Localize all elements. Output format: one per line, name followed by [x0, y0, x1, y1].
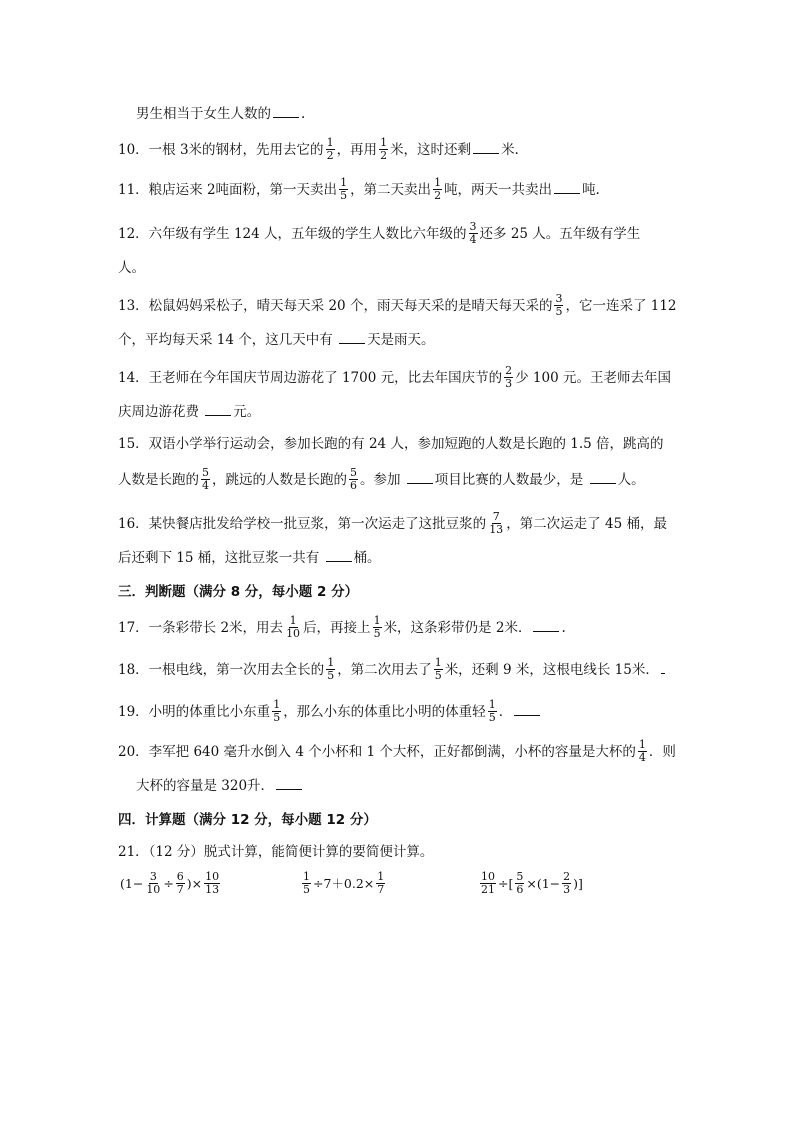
numerator: 6	[176, 870, 184, 883]
text: 少 100 元。王老师去年国	[515, 370, 671, 386]
answer-blank[interactable]	[590, 470, 616, 484]
operator: ÷[	[498, 876, 514, 891]
question-11	[118, 178, 600, 203]
fraction	[373, 615, 382, 640]
numerator: 1	[327, 656, 335, 669]
denominator: 4	[202, 479, 209, 492]
calculation-expression-2	[300, 872, 387, 897]
section-heading-judgement: 三．判断题（满分 8 分，每小题 2 分）	[118, 584, 359, 600]
numerator: 1	[380, 136, 388, 149]
fraction	[515, 871, 524, 896]
numerator: 10	[481, 870, 495, 883]
text: 元。	[233, 404, 261, 420]
answer-blank[interactable]	[339, 330, 365, 344]
text: 18．一根电线，第一次用去全长的	[118, 662, 325, 678]
numerator: 10	[205, 870, 220, 883]
question-13-continued	[118, 330, 435, 350]
denominator: 2	[380, 149, 388, 162]
denominator: 7	[176, 883, 184, 896]
fraction	[285, 615, 301, 640]
fraction	[349, 467, 358, 492]
text: 大杯的容量是 320升．	[136, 778, 275, 794]
fraction	[504, 365, 513, 390]
numerator: 7	[492, 510, 500, 523]
question-14-continued	[118, 402, 260, 422]
text: )×	[186, 876, 203, 891]
text: 男生相当于女生人数的	[136, 106, 271, 122]
denominator: 3	[563, 883, 571, 896]
text: 天是雨天。	[367, 332, 435, 348]
denominator: 5	[488, 711, 496, 724]
numerator: 1	[377, 870, 385, 883]
text: 米.	[501, 142, 519, 158]
denominator: 13	[489, 523, 504, 536]
fraction	[480, 871, 496, 896]
answer-blank[interactable]	[554, 180, 580, 194]
numerator: 3	[469, 220, 477, 233]
numerator: 1	[289, 614, 297, 627]
numerator: 1	[326, 136, 334, 149]
question-16	[118, 512, 667, 537]
text: 12．六年级有学生 124 人，五年级的学生人数比六年级的	[118, 226, 467, 242]
text: 庆周边游花费	[118, 404, 204, 420]
question-21	[118, 842, 433, 862]
operator: ÷7＋0.2×	[313, 876, 375, 891]
numerator: 1	[434, 176, 442, 189]
denominator: 5	[327, 669, 335, 682]
numerator: 1	[303, 870, 310, 883]
numerator: 5	[350, 466, 357, 479]
question-15	[118, 434, 664, 454]
text: 10．一根 3米的钢材，先用去它的	[118, 142, 324, 158]
fraction	[433, 177, 442, 202]
calculation-expression-3	[478, 872, 583, 897]
numerator: 1	[488, 698, 496, 711]
text: 人数是长跑的	[118, 472, 199, 488]
text: 个，平均每天采 14 个，这几天中有	[118, 332, 338, 348]
denominator: 6	[350, 479, 357, 492]
question-14	[118, 366, 671, 391]
text: 14．王老师在今年国庆节周边游花了 1700 元，比去年国庆节的	[118, 370, 503, 386]
text: 11．粮店运来 2吨面粉，第一天卖出	[118, 182, 338, 198]
fraction	[176, 871, 185, 896]
text: ，跳远的人数是长跑的	[212, 472, 347, 488]
denominator: 5	[303, 883, 310, 896]
fraction	[562, 871, 571, 896]
text: 后还剩下 15 桶，这批豆浆一共有	[118, 550, 324, 566]
text: ，第二天卖出	[350, 182, 432, 198]
answer-blank[interactable]	[273, 104, 299, 118]
numerator: 1	[273, 698, 281, 711]
numerator: 5	[202, 466, 209, 479]
denominator: 4	[469, 233, 477, 246]
text: 米，还剩 9 米，这根电线长 15米．	[444, 662, 659, 678]
question-12-continued	[118, 258, 145, 278]
text: 桶。	[353, 550, 381, 566]
text: 15．双语小学举行运动会，参加长跑的有 24 人，参加短跑的人数是长跑的 1.5 倍，跳高的	[118, 436, 664, 452]
answer-blank[interactable]	[407, 470, 433, 484]
question-9-continued	[136, 104, 305, 124]
text: ，那么小东的体重比小明的体重轻	[283, 704, 486, 720]
text: 16．某快餐店批发给学校一批豆浆，第一次运走了这批豆浆的	[118, 516, 487, 532]
text: ，它一连采了 112	[565, 298, 677, 314]
text: 人。	[118, 260, 145, 276]
denominator: 5	[555, 305, 563, 318]
text: 。参加	[360, 472, 405, 488]
fraction	[488, 511, 504, 536]
answer-blank[interactable]	[276, 776, 302, 790]
question-10	[118, 138, 519, 163]
text: ．则	[648, 744, 676, 760]
numerator: 1	[434, 656, 442, 669]
question-20	[118, 740, 676, 765]
numerator: 1	[340, 176, 348, 189]
question-17	[118, 616, 566, 641]
text: 还多 25 人。五年级有学生	[479, 226, 641, 242]
denominator: 10	[286, 627, 301, 640]
denominator: 13	[205, 883, 220, 896]
denominator: 21	[481, 883, 495, 896]
question-13	[118, 294, 677, 319]
answer-blank[interactable]	[533, 618, 559, 632]
text: ．	[498, 704, 513, 720]
fraction	[488, 699, 497, 724]
text: ，第二次运走了 45 桶，最	[506, 516, 667, 532]
fraction	[554, 293, 563, 318]
fraction	[326, 137, 335, 162]
fraction	[326, 657, 335, 682]
calculation-expression-1	[120, 872, 222, 897]
denominator: 2	[434, 189, 442, 202]
fraction	[376, 871, 385, 896]
text: 吨.	[582, 182, 600, 198]
numerator: 3	[149, 870, 157, 883]
text: ，再用	[336, 142, 378, 158]
text: .	[561, 620, 566, 636]
text: )]	[573, 876, 583, 891]
fraction	[434, 657, 443, 682]
denominator: 5	[434, 669, 442, 682]
text: 人。	[617, 472, 645, 488]
numerator: 1	[373, 614, 381, 627]
fraction	[339, 177, 348, 202]
numerator: 2	[563, 870, 571, 883]
text: 米，这条彩带仍是 2米．	[383, 620, 532, 636]
text: 21．（12 分）脱式计算，能简便计算的要简便计算。	[118, 844, 434, 860]
text: 项目比赛的人数最少，是	[434, 472, 588, 488]
text: 吨，两天一共卖出	[444, 182, 553, 198]
operator: ÷	[163, 876, 174, 891]
answer-blank[interactable]	[326, 548, 352, 562]
answer-blank[interactable]	[661, 660, 665, 674]
denominator: 5	[273, 711, 281, 724]
fraction	[638, 739, 647, 764]
denominator: 5	[340, 189, 348, 202]
text: 20．李军把 640 毫升水倒入 4 个小杯和 1 个大杯，正好都倒满，小杯的容量是大杯的	[118, 744, 636, 760]
operator: ×(1−	[526, 876, 561, 891]
text: 19．小明的体重比小东重	[118, 704, 271, 720]
denominator: 7	[377, 883, 385, 896]
fraction	[379, 137, 388, 162]
fraction	[469, 221, 478, 246]
denominator: 2	[326, 149, 334, 162]
text: 17．一条彩带长 2米，用去	[118, 620, 284, 636]
fraction	[302, 871, 311, 896]
question-20-continued	[136, 776, 304, 796]
text: 后，再接上	[303, 620, 371, 636]
numerator: 3	[555, 292, 563, 305]
denominator: 10	[146, 883, 161, 896]
fraction	[272, 699, 281, 724]
answer-blank[interactable]	[514, 702, 540, 716]
text: (1−	[120, 876, 144, 891]
fraction	[145, 871, 161, 896]
fraction	[201, 467, 210, 492]
question-19	[118, 700, 542, 725]
section-heading-calculation: 四．计算题（满分 12 分，每小题 12 分）	[118, 812, 377, 828]
question-18	[118, 658, 667, 683]
answer-blank[interactable]	[205, 402, 231, 416]
question-15-continued	[118, 468, 645, 493]
numerator: 2	[505, 364, 513, 377]
denominator: 6	[516, 883, 524, 896]
text: 米，这时还剩	[390, 142, 472, 158]
denominator: 4	[638, 751, 646, 764]
numerator: 5	[516, 870, 524, 883]
text: .	[301, 106, 306, 122]
question-12	[118, 222, 640, 247]
answer-blank[interactable]	[473, 140, 499, 154]
question-16-continued	[118, 548, 381, 568]
fraction	[204, 871, 220, 896]
text: ，第二次用去了	[337, 662, 432, 678]
numerator: 1	[638, 738, 646, 751]
text: 13．松鼠妈妈采松子，晴天每天采 20 个，雨天每天采的是晴天每天采的	[118, 298, 553, 314]
denominator: 5	[373, 627, 381, 640]
denominator: 3	[505, 377, 513, 390]
